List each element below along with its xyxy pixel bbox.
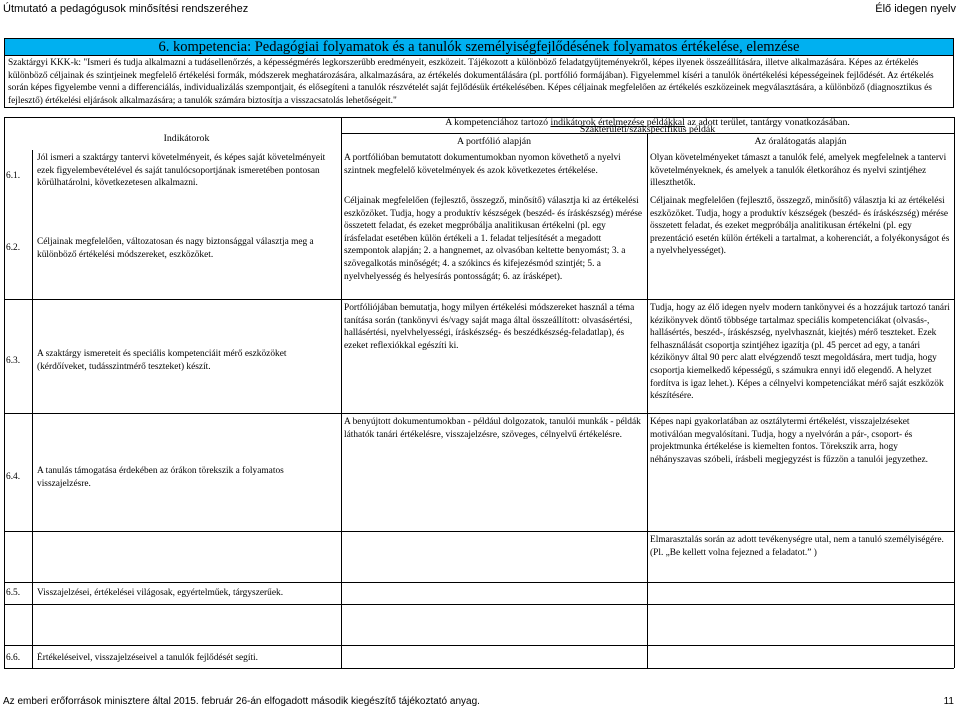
portfolio-example — [344, 534, 644, 548]
lesson-observation-header: Az óralátogatás alapján — [754, 136, 847, 147]
lesson-example: Olyan követelményeket támaszt a tanulók felé, amelyek megfelelnek a tantervi követelményeknek, és amelyek a tanulók életkorához és nyelvi szintjéhez illeszthetők. — [650, 153, 947, 189]
lesson-example: Tudja, hogy az élő idegen nyelv modern tankönyvei és a hozzájuk tartozó tanári kézikönyvek döntő többsége tartalmaz speciális kompetenciákat (olvasás-, hallásértés, beszéd-, íráskészség, nyelvhasznát, kiejtés) mérő teszteket. Ezek felhasználását csoportja szintjéhez igazítja (pl. 45 percet ad egy, a tanári kézikönyv által 90 perc alatt elvégzendő teszt megoldására, mert tudja, hogy csoportja kiemelkedő képességű, s számukra ennyi idő elegendő. A helyzet fordítva is igaz lehet.). Képes a célnyelvi kompetenciákat mérő saját eszközök készítésére. — [650, 303, 950, 402]
grid-line — [4, 604, 954, 605]
lesson-example: Céljainak megfelelően (fejlesztő, összegző, minősítő) választja ki az értékelési eszközöket. Tudja, hogy a produktív készségek (beszéd- és íráskészség) mérése összetett feladat, és ezeket megpróbálja analitikusan értékelni (pl. egy prezentáció esetén külön értékeli a tartalmat, a koherenciát, a folyékonyságot és a nyelvhelyességet). — [650, 196, 950, 257]
examples-header-text: az adott terület, tantárgy vonatkozásában. — [684, 117, 850, 128]
page-number: 11 — [943, 696, 954, 707]
indicator-number: 6.5. — [6, 588, 21, 598]
portfolio-example: Portfóliójában bemutatja, hogy milyen értékelési módszereket használ a téma tanítása során (tankönyvi és/vagy saját maga által összeállított: olvasásértési, hallásértési, nyelvhelyességi, íráskészség- és beszédkészség-feladatlap), és ezeket reflexiókkal egészíti ki. — [344, 303, 635, 351]
portfolio-example: A benyújtott dokumentumokban - például dolgozatok, tanulói munkák - példák láthatók tanári értékelésre, visszajelzésre, szöveges, célnyelvű értékelésre. — [344, 417, 641, 440]
examples-header-emphasis: indikátorok értelmezése példákkal — [550, 117, 685, 128]
footer-note: Az emberi erőforrások minisztere által 2015. február 26-án elfogadott második kiegészítő tájékoztató anyag. — [3, 696, 480, 707]
grid-line — [4, 668, 954, 669]
indicator-number: 6.1. — [6, 171, 21, 181]
indicator-text: A tanulás támogatása érdekében az órákon törekszik a folyamatos visszajelzésre. — [37, 466, 284, 489]
grid-line — [4, 645, 954, 646]
page-footer — [0, 695, 960, 709]
indicator-number: 6.4. — [6, 472, 21, 482]
intro-text: Szaktárgyi KKK-k: "Ismeri és tudja alkalmazni a tudásellenőrzés, a képességmérés legkorszerűbb eredményeit, eszközeit. Tájékozott a különböző feladatgyűjteményekről, képes ilyenek összeállítására, illetve alkalmazására. Képes az értékelés különböző céljainak és szintjeinek megfelelő értékelési formák, módszerek meghatározására, alkalmazására, az értékelés dokumentálására (pl. portfólió formájában). Figyelemmel kíséri a tanulók önértékelési képességeinek fejlődését. Az értékelés során képes figyelembe venni a differenciálás, individualizálás szempontjait, és elősegíteni a tanulók részvételét saját fejlődésük értékelésében. Képes céljainak megfelelően az értékelés eszközeinek megválasztására, a különböző (diagnosztikus és fejlesztő) értékelési eljárások alkalmazására; a tanulók számára biztosítja a visszacsatolás lehetőségeit." — [4, 56, 954, 108]
grid-line — [4, 299, 954, 300]
portfolio-example — [344, 607, 644, 621]
grid-line — [4, 413, 954, 414]
lesson-example: Elmarasztalás során az adott tevékenységre utal, nem a tanuló személyiségére. (Pl. „Be kellett volna fejezned a feladatot.” ) — [650, 535, 944, 558]
indicator-text: A szaktárgy ismereteit és speciális kompetenciáit mérő eszközöket (kérdőíveket, tudásszintmérő teszteket) készít. — [37, 349, 287, 372]
portfolio-example: A portfólióban bemutatott dokumentumokban nyomon követhető a nyelvi szintnek megfelelő követelmények és azok következetes értékelése. — [344, 153, 621, 176]
grid-line — [4, 531, 954, 532]
grid-line — [4, 117, 5, 668]
indicators-header: Indikátorok — [163, 133, 210, 144]
portfolio-header: A portfólió alapján — [456, 136, 531, 147]
page-header — [0, 0, 960, 20]
grid-line — [4, 582, 954, 583]
grid-line — [647, 133, 648, 668]
document-title: Útmutató a pedagógusok minősítési rendszeréhez — [3, 3, 249, 15]
indicator-text: Értékeléseivel, visszajelzéseivel a tanulók fejlődését segíti. — [37, 653, 259, 663]
competency-title: 6. kompetencia: Pedagógiai folyamatok és a tanulók személyiségfejlődésének folyamatos értékelése, elemzése — [4, 38, 954, 56]
lesson-example: Képes napi gyakorlatában az osztálytermi értékelést, visszajelzéseket motiválóan megvalósítani. Tudja, hogy a nyelvórán a pár-, csoport- és projektmunka értékelése is kiemelten fontos. Törekszik arra, hogy néhányszavas szóbeli, írásbeli megjegyzést is fűzzön a tanulói jegyzethez. — [650, 417, 929, 465]
indicator-number: 6.6. — [6, 653, 21, 663]
indicator-number: 6.3. — [6, 356, 21, 366]
grid-line — [341, 117, 342, 668]
examples-header-text: A kompetenciához tartozó — [445, 117, 551, 128]
grid-line — [954, 117, 955, 668]
subject-label: Élő idegen nyelv — [875, 3, 956, 15]
indicator-text: Jól ismeri a szaktárgy tantervi követelményeit, és képes saját követelményeit ezek figyelembevételével és saját tanulócsoportjának ismeretében pontosan körülhatárolni, következetesen alkalmazni. — [37, 153, 326, 189]
indicator-text: Céljainak megfelelően, változatosan és nagy biztonsággal választja meg a különböző értékelési módszereket, eszközöket. — [37, 237, 314, 260]
grid-line — [32, 150, 33, 668]
lesson-example — [650, 607, 950, 621]
portfolio-example: Céljainak megfelelően (fejlesztő, összegző, minősítő) választja ki az értékelési eszközöket. Tudja, hogy a produktív készségek (beszéd- és íráskészség) mérése összetett feladat, és ezeket megpróbálja analitikusan értékelni (pl. egy írásfeladat esetében külön értékeli a 1. feladat teljesítését a megadott szempontok alapján; 2. a hangnemet, az olvasóban keltette benyomást; 3. a szövegalkotás minőségét; 4. a szókincs és kifejezésmód szintjét; 5. a nyelvhelyesség és helyesírás pontosságát; 6. az írásképet). — [344, 196, 643, 282]
indicator-number: 6.2. — [6, 243, 21, 253]
specific-examples-header: Szakterületi/szakspecifikus példák — [579, 124, 716, 135]
indicator-text: Visszajelzései, értékelései világosak, egyértelműek, tárgyszerűek. — [37, 588, 284, 598]
